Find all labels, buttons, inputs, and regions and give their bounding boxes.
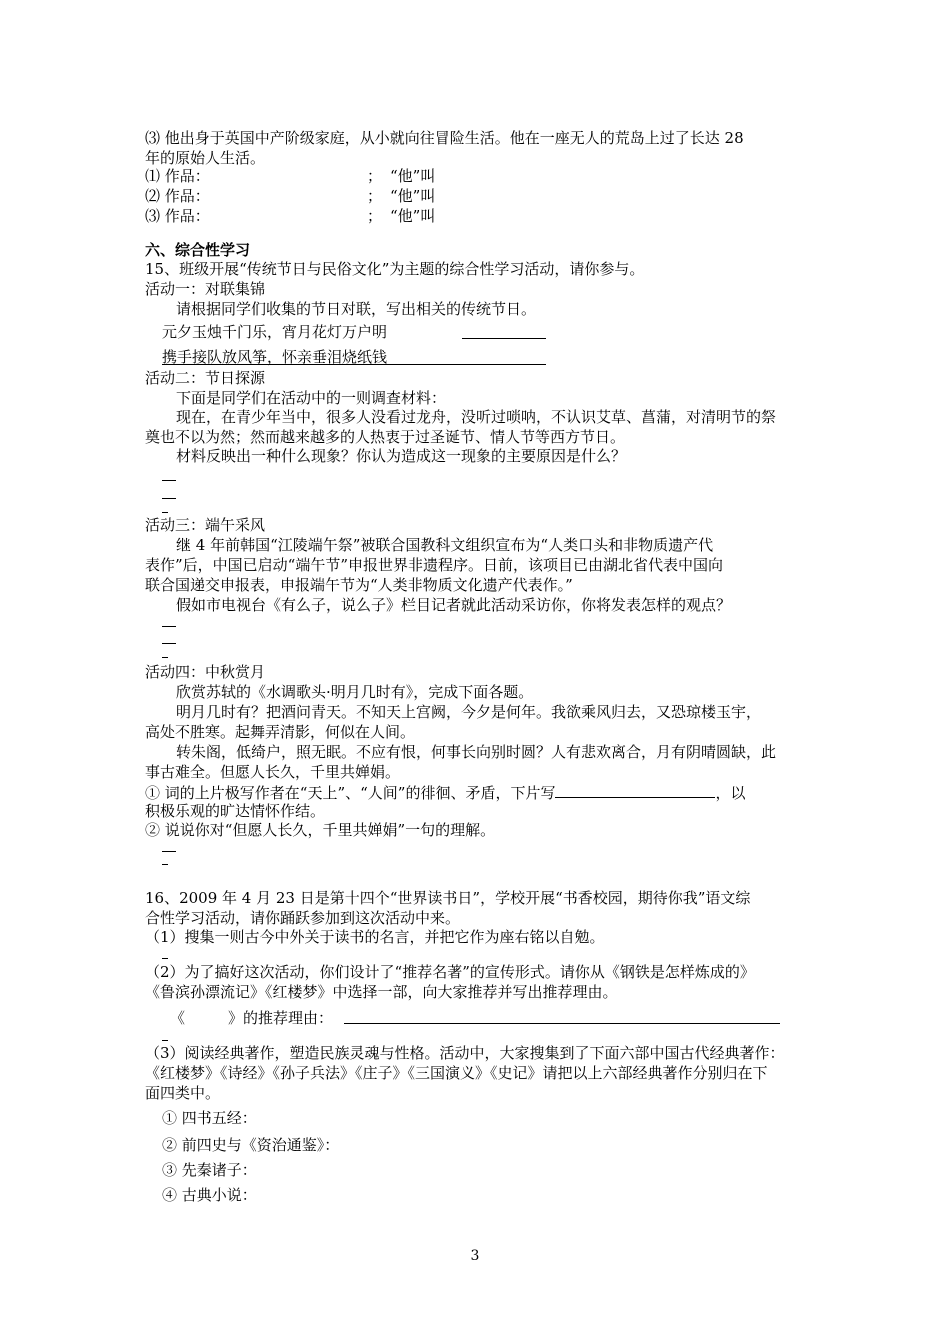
activity2-question: 材料反映出一种什么现象？你认为造成这一现象的主要原因是什么？: [176, 447, 627, 465]
answer-dash[interactable]: [162, 851, 176, 852]
page-number: 3: [470, 1248, 480, 1264]
answer-separator: ；: [367, 187, 383, 205]
activity2-material-line2: 奠也不以为然；然而越来越多的人热衷于过圣诞节、情人节等西方节日。: [145, 428, 626, 446]
answer-dash[interactable]: [162, 498, 176, 499]
activity4-q1-text: ① 词的上片极写作者在“天上”、“人间”的徘徊、矛盾，下片写: [145, 784, 556, 802]
q16-intro-line1: 16、2009 年 4 月 23 日是第十四个“世界读书日”，学校开展“书香校园，期待你我”语文综: [145, 889, 751, 907]
answer-dash[interactable]: [162, 480, 176, 481]
recommend-reason-label: 》的推荐理由：: [228, 1009, 334, 1027]
category-2: ② 前四史与《资治通鉴》：: [162, 1136, 340, 1154]
q14-item3-line1: ⑶ 他出身于英国中产阶级家庭，从小就向往冒险生活。他在一座无人的荒岛上过了长达 28: [145, 129, 744, 147]
activity2-intro: 下面是同学们在活动中的一则调查材料：: [176, 389, 447, 407]
q16-part2-line1: （2）为了搞好这次活动，你们设计了“推荐名著”的宣传形式。请你从《钢铁是怎样炼成的》: [145, 963, 755, 981]
answer-separator: ；: [367, 207, 383, 225]
activity4-q2: ② 说说你对“但愿人长久，千里共婵娟”一句的理解。: [145, 821, 496, 839]
poem-line2: 高处不胜寒。起舞弄清影，何似在人间。: [145, 723, 416, 741]
activity3-question: 假如市电视台《有么子，说么子》栏目记者就此活动采访你，你将发表怎样的观点？: [176, 596, 732, 614]
answer-dash[interactable]: [162, 626, 176, 627]
answer-quote: “他”叫: [390, 187, 436, 205]
activity2-title: 活动二：节日探源: [145, 369, 266, 387]
answer-quote: “他”叫: [390, 167, 436, 185]
activity4-q1-tail: ，以: [715, 784, 746, 802]
q14-answer-2: [145, 186, 436, 206]
answer-label: ⑶ 作品：: [145, 207, 210, 225]
answer-blank-couplet-2[interactable]: [162, 364, 546, 365]
book-title-open: 《: [170, 1009, 186, 1027]
q14-item3-line2: 年的原始人生活。: [145, 149, 266, 167]
answer-separator: ；: [367, 167, 383, 185]
category-1: ① 四书五经：: [162, 1109, 257, 1127]
answer-blank-couplet-1[interactable]: [462, 338, 546, 339]
answer-dash[interactable]: [162, 643, 176, 644]
activity3-line1: 继 4 年前韩国“江陵端午祭”被联合国教科文组织宣布为“人类口头和非物质遗产代: [176, 536, 714, 554]
answer-dash[interactable]: [162, 1040, 168, 1041]
answer-blank-q1[interactable]: [555, 781, 715, 798]
q16-part2-line2: 《鲁滨孙漂流记》《红楼梦》中选择一部，向大家推荐并写出推荐理由。: [145, 983, 618, 1001]
activity2-material-line1: 现在，在青少年当中，很多人没看过龙舟，没听过唢呐，不认识艾草、菖蒲，对清明节的祭: [176, 408, 777, 426]
answer-quote: “他”叫: [390, 207, 436, 225]
poem-line1: 明月几时有？把酒问青天。不知天上宫阙，今夕是何年。我欲乘风归去，又恐琼楼玉宇，: [176, 703, 762, 721]
q14-answer-3: [145, 206, 436, 226]
q14-answer-1: [145, 166, 436, 186]
poem-line3: 转朱阁，低绮户，照无眠。不应有恨，何事长向别时圆？人有悲欢离合，月有阴晴圆缺，此: [176, 743, 777, 761]
activity1-prompt: 请根据同学们收集的节日对联，写出相关的传统节日。: [176, 300, 537, 318]
activity4-q1: [145, 781, 745, 803]
couplet-1: 元夕玉烛千门乐，宵月花灯万户明: [162, 323, 388, 341]
answer-dash[interactable]: [162, 864, 168, 865]
q16-part1: （1）搜集一则古今中外关于读书的名言，并把它作为座右铭以自勉。: [145, 928, 605, 946]
q15-intro: 15、班级开展“传统节日与民俗文化”为主题的综合性学习活动，请你参与。: [145, 260, 645, 278]
answer-dash[interactable]: [162, 657, 168, 658]
activity1-title: 活动一：对联集锦: [145, 280, 266, 298]
couplet-2: 携手接队放风筝，怀亲垂泪烧纸钱: [162, 348, 388, 366]
answer-dash[interactable]: [162, 512, 168, 513]
activity4-intro: 欣赏苏轼的《水调歌头·明月几时有》，完成下面各题。: [176, 683, 534, 701]
q16-intro-line2: 合性学习活动，请你踊跃参加到这次活动中来。: [145, 909, 461, 927]
recommend-reason-blank[interactable]: [344, 1023, 780, 1024]
answer-dash[interactable]: [162, 958, 168, 959]
q16-part3-line3: 面四类中。: [145, 1084, 221, 1102]
q16-part3-line2: 《红楼梦》《诗经》《孙子兵法》《庄子》《三国演义》《史记》请把以上六部经典著作分别归在下: [145, 1064, 768, 1082]
q16-part3-line1: （3）阅读经典著作，塑造民族灵魂与性格。活动中，大家搜集到了下面六部中国古代经典著作：: [145, 1044, 785, 1062]
activity4-title: 活动四：中秋赏月: [145, 663, 266, 681]
category-4: ④ 古典小说：: [162, 1186, 257, 1204]
answer-label: ⑵ 作品：: [145, 187, 210, 205]
category-3: ③ 先秦诸子：: [162, 1161, 257, 1179]
section-heading: 六、综合性学习: [145, 241, 251, 259]
answer-label: ⑴ 作品：: [145, 167, 210, 185]
poem-line4: 事古难全。但愿人长久，千里共婵娟。: [145, 763, 401, 781]
activity4-q1-end: 积极乐观的旷达情怀作结。: [145, 802, 326, 820]
activity3-title: 活动三：端午采风: [145, 516, 266, 534]
activity3-line2: 表作”后，中国已启动“端午节”申报世界非遗程序。日前，该项目已由湖北省代表中国向: [145, 556, 724, 574]
activity3-line3: 联合国递交申报表，申报端午节为“人类非物质文化遗产代表作。”: [145, 576, 573, 594]
